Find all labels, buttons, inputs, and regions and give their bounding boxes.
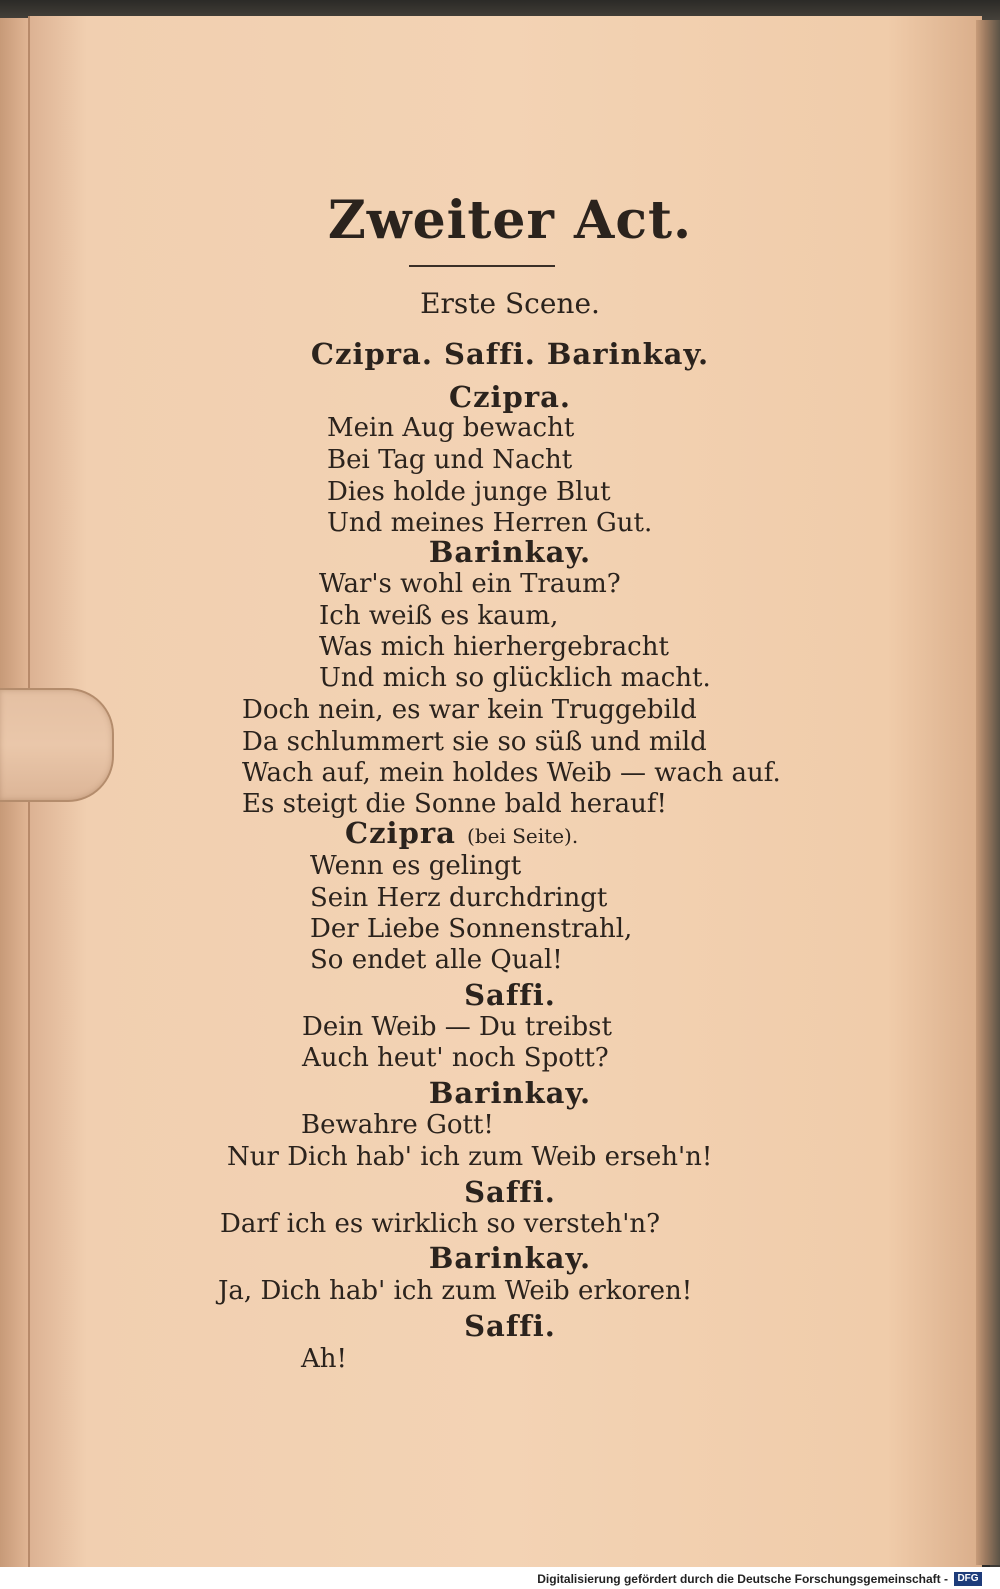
act-title: Zweiter Act. — [327, 190, 693, 251]
scene-heading: Erste Scene. — [420, 287, 600, 320]
verse-line: Dies holde junge Blut — [327, 477, 611, 507]
verse-line: Doch nein, es war kein Truggebild — [242, 695, 697, 725]
verse-line: Ich weiß es kaum, — [319, 601, 559, 631]
speaker-czipra: Czipra. — [448, 380, 571, 414]
verse-line: Bei Tag und Nacht — [327, 445, 573, 475]
digitization-footer — [0, 1567, 1000, 1589]
verse-line: Ah! — [301, 1344, 347, 1374]
verse-line: Was mich hierhergebracht — [319, 632, 669, 662]
verse-line: Es steigt die Sonne bald herauf! — [242, 789, 667, 819]
verse-line: War's wohl ein Traum? — [319, 569, 621, 599]
speaker-barinkay: Barinkay. — [428, 1241, 592, 1275]
verse-line: Nur Dich hab' ich zum Weib erseh'n! — [227, 1142, 713, 1172]
speaker-czipra-aside — [345, 818, 578, 851]
verse-line: Auch heut' noch Spott? — [302, 1043, 609, 1073]
speaker-barinkay: Barinkay. — [428, 1076, 592, 1110]
verse-line: Da schlummert sie so süß und mild — [242, 727, 707, 757]
verse-line: Mein Aug bewacht — [327, 413, 575, 443]
verse-line: Wach auf, mein holdes Weib — wach auf. — [242, 758, 781, 788]
speaker-saffi: Saffi. — [464, 1309, 556, 1343]
speaker-saffi: Saffi. — [464, 978, 556, 1012]
verse-line: Der Liebe Sonnenstrahl, — [310, 914, 633, 944]
verse-line: Und mich so glücklich macht. — [319, 663, 711, 693]
verse-line: Und meines Herren Gut. — [327, 508, 653, 538]
stage-direction: (bei Seite). — [467, 824, 579, 848]
verse-line: Darf ich es wirklich so versteh'n? — [220, 1209, 661, 1239]
speaker-name: Czipra — [345, 816, 456, 850]
page-text — [40, 0, 940, 1560]
funding-credit: Digitalisierung gefördert durch die Deutsche Forschungsgemeinschaft - — [537, 1572, 948, 1586]
verse-line: Ja, Dich hab' ich zum Weib erkoren! — [218, 1276, 693, 1306]
speaker-barinkay: Barinkay. — [428, 535, 592, 569]
verse-line: Bewahre Gott! — [301, 1110, 494, 1140]
verse-line: Wenn es gelingt — [310, 851, 522, 881]
dfg-logo: DFG — [954, 1572, 982, 1586]
verse-line: Dein Weib — Du treibst — [302, 1012, 612, 1042]
cast-list: Czipra. Saffi. Barinkay. — [310, 337, 710, 371]
speaker-saffi: Saffi. — [464, 1175, 556, 1209]
verse-line: So endet alle Qual! — [310, 945, 563, 975]
verse-line: Sein Herz durchdringt — [310, 883, 608, 913]
title-divider — [409, 265, 555, 267]
